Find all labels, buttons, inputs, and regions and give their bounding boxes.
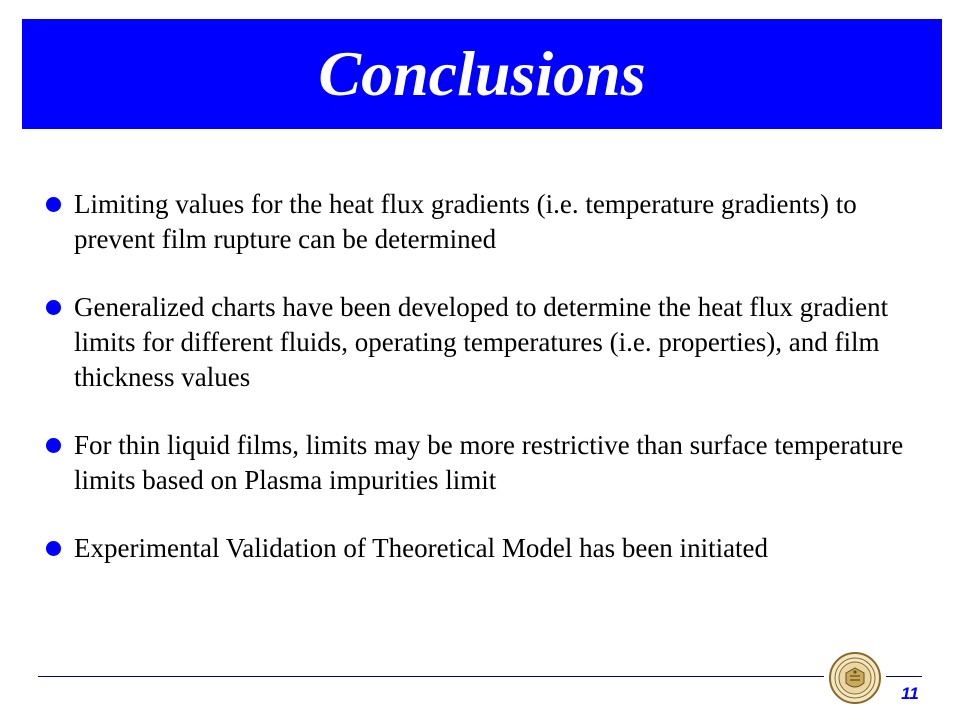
bullet-item [46,428,916,498]
bullet-item [46,187,916,257]
bullet-dot-icon [46,541,61,556]
page-number: 11 [901,684,919,703]
bullet-dot-icon [46,197,61,212]
bullet-text: Generalized charts have been developed to determine the heat flux gradient limits for different fluids, operating temperatures (i.e. properties), and film thickness values [74,292,889,392]
footer-divider-right [886,676,922,677]
bullet-dot-icon [46,300,61,315]
bullet-dot-icon [46,438,61,453]
bullet-text: Limiting values for the heat flux gradients (i.e. temperature gradients) to prevent film rupture can be determined [74,189,857,254]
bullet-text: For thin liquid films, limits may be more restrictive than surface temperature limits based on Plasma impurities limit [74,430,904,495]
title-banner [22,19,942,129]
bullet-list [46,187,916,599]
footer-divider [38,676,824,677]
bullet-item [46,290,916,395]
slide-title: Conclusions [318,38,646,109]
bullet-item [46,531,916,566]
bullet-text: Experimental Validation of Theoretical Model has been initiated [74,533,769,563]
university-seal-icon [828,651,882,705]
